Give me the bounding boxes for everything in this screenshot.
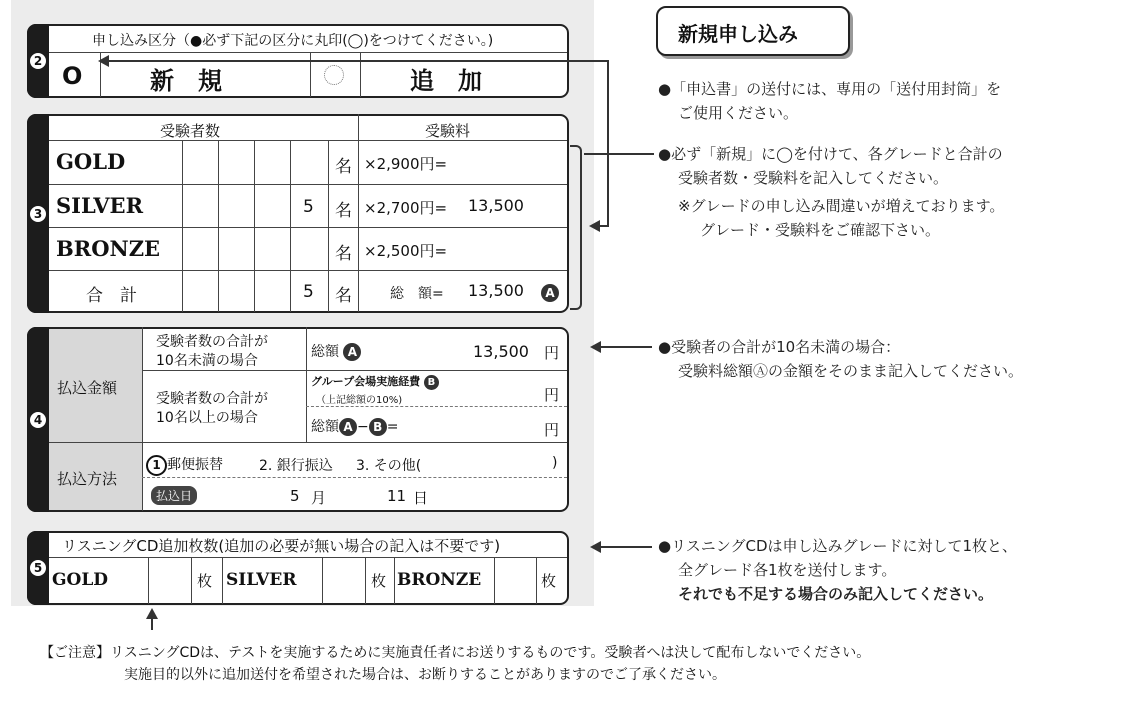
gold-price: ×2,900円= xyxy=(364,155,448,173)
total-label: 合 計 xyxy=(86,286,137,306)
note-3-line1: ●受験者の合計が10名未満の場合： xyxy=(658,338,901,356)
notes-title: 新規申し込み xyxy=(678,22,798,46)
pay-day[interactable]: 11 xyxy=(387,487,407,505)
method-postal[interactable]: 1 郵便振替 xyxy=(146,454,223,476)
bronze-unit: 名 xyxy=(335,244,352,264)
note-1-line1: ●「申込書」の送付には、専用の「送付用封筒」を xyxy=(658,80,1002,98)
cd-gold-unit: 枚 xyxy=(197,572,213,590)
header-exam-fee: 受験料 xyxy=(425,122,471,140)
total-a-value[interactable]: 13,500 xyxy=(473,342,529,361)
total-fee-label: 総 額= xyxy=(390,286,444,302)
bronze-price: ×2,500円= xyxy=(364,242,448,260)
section-4-number: 4 xyxy=(27,327,49,512)
group-fee-note: （上記総額の10%) xyxy=(316,395,403,406)
circle-a-mark: A xyxy=(541,282,559,302)
option-new: 新 規 xyxy=(150,67,222,95)
silver-amount[interactable]: 13,500 xyxy=(468,196,524,215)
cd-bronze-unit: 枚 xyxy=(541,572,557,590)
method-close-paren: ) xyxy=(552,455,558,471)
cd-silver-label: SILVER xyxy=(226,570,297,590)
footer-notice-line2: 実施目的以外に追加送付を希望された場合は、お断りすることがありますのでご了承ください。 xyxy=(124,667,726,683)
note-1-line2: ご使用ください。 xyxy=(678,104,799,122)
payment-amount-label: 払込金額 xyxy=(57,379,118,397)
note-4-line3: それでも不足する場合のみ記入してください。 xyxy=(678,585,994,603)
pay-month[interactable]: 5 xyxy=(290,487,300,505)
note-2-line2: 受験者数・受験料を記入してください。 xyxy=(678,169,949,187)
grade-silver-label: SILVER xyxy=(56,193,144,218)
note-4-line1: ●リスニングCDは申し込みグレードに対して1枚と、 xyxy=(658,537,1018,555)
note-2-line4: グレード・受験料をご確認下さい。 xyxy=(700,221,941,239)
over10-line2: 10名以上の場合 xyxy=(156,410,258,426)
pay-date-badge: 払込日 xyxy=(151,486,197,505)
silver-price: ×2,700円= xyxy=(364,199,448,217)
header-examinee-count: 受験者数 xyxy=(160,122,221,140)
group-fee-label: グループ会場実施経費 B xyxy=(311,373,439,390)
cd-gold-label: GOLD xyxy=(52,570,109,590)
total-amount[interactable]: 13,500 xyxy=(468,281,524,300)
method-other[interactable]: 3. その他( xyxy=(356,458,422,474)
silver-count[interactable]: 5 xyxy=(303,197,314,217)
under10-line2: 10名未満の場合 xyxy=(156,353,258,369)
pay-month-unit: 月 xyxy=(311,489,327,507)
cd-silver-unit: 枚 xyxy=(371,572,387,590)
total-a-label: 総額 A xyxy=(311,341,361,361)
over10-line1: 受験者数の合計が xyxy=(156,391,268,407)
section-2-number: 2 xyxy=(27,24,49,98)
payment-method-label: 払込方法 xyxy=(57,470,118,488)
cd-bronze-label: BRONZE xyxy=(397,570,482,590)
grade-bronze-label: BRONZE xyxy=(56,236,161,261)
pay-day-unit: 日 xyxy=(413,489,429,507)
section-2-header: 申し込み区分（●必ず下記の区分に丸印(◯)をつけてください。) xyxy=(92,33,494,49)
yen-unit-2: 円 xyxy=(544,386,560,404)
note-2-line3: ※グレードの申し込み間違いが増えております。 xyxy=(678,197,1005,215)
new-circle-mark[interactable]: O xyxy=(62,62,83,90)
gold-unit: 名 xyxy=(335,157,352,177)
total-ab-label: 総額 A − B = xyxy=(311,419,399,435)
section-5-header: リスニングCD追加枚数(追加の必要が無い場合の記入は不要です) xyxy=(62,537,501,555)
footer-notice-line1: 【ご注意】リスニングCDは、テストを実施するために実施責任者にお送りするものです。受験者へは決して配布しないでください。 xyxy=(40,645,871,661)
note-4-line2: 全グレード各1枚を送付します。 xyxy=(678,561,897,579)
section3-bracket xyxy=(570,145,582,310)
section-3-number: 3 xyxy=(27,114,49,313)
total-unit: 名 xyxy=(335,286,352,306)
total-count[interactable]: 5 xyxy=(303,282,314,302)
yen-unit-1: 円 xyxy=(544,344,560,362)
section-5-number: 5 xyxy=(27,531,49,605)
note-3-line2: 受験料総額Ⓐの金額をそのまま記入してください。 xyxy=(678,362,1024,380)
yen-unit-3: 円 xyxy=(544,421,560,439)
add-circle-placeholder[interactable] xyxy=(324,65,344,85)
method-bank[interactable]: 2. 銀行振込 xyxy=(259,458,333,474)
option-add: 追 加 xyxy=(410,67,482,95)
under10-line1: 受験者数の合計が xyxy=(156,334,268,350)
grade-gold-label: GOLD xyxy=(56,149,126,174)
note-2-line1: ●必ず「新規」に◯を付けて、各グレードと合計の xyxy=(658,145,1003,163)
silver-unit: 名 xyxy=(335,201,352,221)
